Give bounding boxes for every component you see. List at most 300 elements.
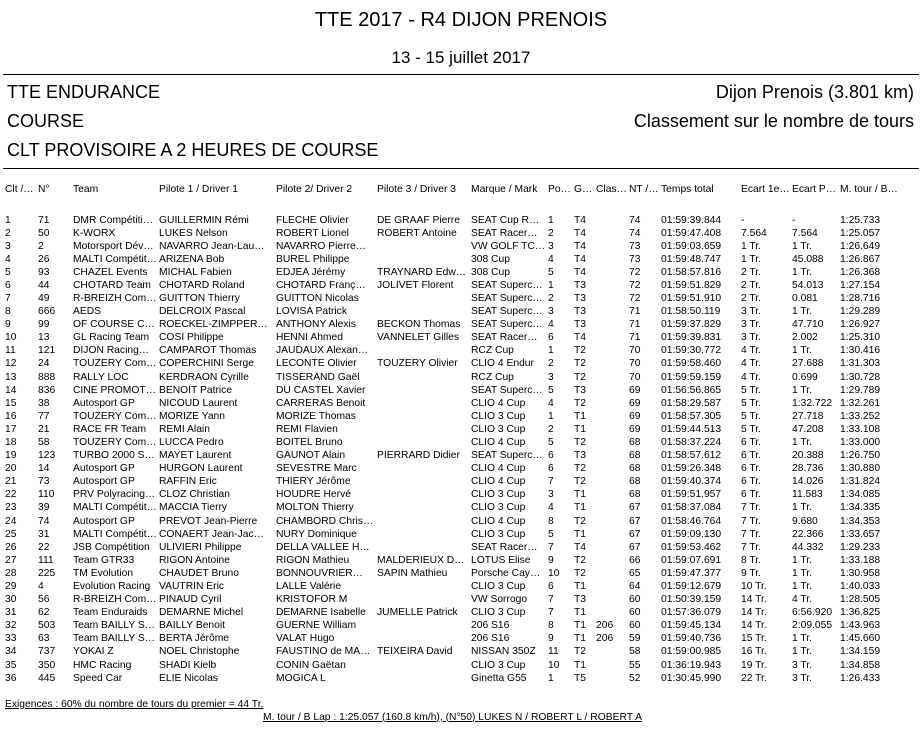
cell-number: 22: [38, 541, 50, 553]
table-row: [0, 305, 922, 318]
cell-position: 28: [5, 567, 17, 579]
cell-gap-previous: 28.736: [792, 463, 824, 475]
cell-laps: 69: [629, 397, 641, 409]
cell-position: 12: [5, 358, 17, 370]
cell-make: SEAT Superc…: [471, 319, 543, 331]
cell-number: 74: [38, 515, 50, 527]
cell-position: 32: [5, 620, 17, 632]
cell-number: 13: [38, 332, 50, 344]
cell-driver-1: RAFFIN Eric: [159, 476, 217, 488]
cell-position: 2: [5, 227, 11, 239]
cell-driver-2: HENNI Ahmed: [276, 332, 343, 344]
cell-best-lap: 1:34.858: [840, 659, 881, 671]
cell-group: T4: [574, 227, 587, 239]
table-row: [0, 384, 922, 397]
cell-driver-1: NOEL Christophe: [159, 646, 240, 658]
cell-driver-1: LUKES Nelson: [159, 227, 228, 239]
cell-laps: 70: [629, 358, 641, 370]
cell-gap-previous: 2:09.055: [792, 620, 833, 632]
cell-make: SEAT Racer…: [471, 227, 538, 239]
table-row: [0, 227, 922, 240]
cell-gap-first: 14 Tr.: [741, 620, 767, 632]
cell-class-position: 4: [548, 397, 554, 409]
cell-driver-2: THIERY Jérôme: [276, 476, 351, 488]
cell-group: T4: [574, 541, 587, 553]
cell-number: 445: [38, 672, 56, 684]
cell-driver-2: JAUDAUX Alexan…: [276, 345, 369, 357]
cell-total-time: 01:59:47.377: [661, 567, 722, 579]
table-row: [0, 240, 922, 253]
cell-gap-first: 4 Tr.: [741, 371, 762, 383]
cell-gap-previous: 1 Tr.: [792, 581, 813, 593]
cell-driver-3: ROBERT Antoine: [377, 227, 457, 239]
cell-group: T2: [574, 646, 587, 658]
cell-team: Team BAILLY S…: [73, 633, 156, 645]
column-header-laps: NT /…: [629, 183, 659, 195]
cell-make: CLIO 3 Cup: [471, 502, 526, 514]
cell-number: 58: [38, 437, 50, 449]
series-name: TTE ENDURANCE: [7, 82, 161, 102]
cell-make: SEAT Superc…: [471, 384, 543, 396]
cell-driver-1: BENOIT Patrice: [159, 384, 233, 396]
cell-driver-2: GAUNOT Alain: [276, 450, 346, 462]
cell-number: 56: [38, 594, 50, 606]
cell-laps: 70: [629, 371, 641, 383]
cell-class-position: 10: [548, 567, 560, 579]
cell-laps: 60: [629, 620, 641, 632]
cell-gap-first: 16 Tr.: [741, 646, 767, 658]
cell-gap-previous: 1 Tr.: [792, 633, 813, 645]
cell-driver-2: ROBERT Lionel: [276, 227, 349, 239]
column-header-best-lap: M. tour / B…: [840, 183, 898, 195]
cell-class-position: 9: [548, 633, 554, 645]
cell-driver-2: TISSERAND Gaël: [276, 371, 360, 383]
cell-team: TM Evolution: [73, 567, 134, 579]
cell-number: 111: [38, 554, 54, 566]
cell-position: 20: [5, 463, 17, 475]
cell-driver-3: SAPIN Mathieu: [377, 567, 448, 579]
cell-driver-1: COSI Philippe: [159, 332, 224, 344]
cell-total-time: 01:58:57.816: [661, 266, 722, 278]
cell-gap-previous: 1 Tr.: [792, 240, 813, 252]
cell-driver-1: MORIZE Yann: [159, 410, 225, 422]
cell-best-lap: 1:33.000: [840, 437, 881, 449]
cell-class-position: 2: [548, 423, 554, 435]
cell-total-time: 01:59:09.130: [661, 528, 722, 540]
cell-total-time: 01:59:12.679: [661, 581, 722, 593]
cell-gap-first: 6 Tr.: [741, 476, 762, 488]
cell-group: T4: [574, 214, 587, 226]
cell-driver-2: MOGICA L: [276, 672, 326, 684]
cell-laps: 52: [629, 672, 641, 684]
cell-position: 23: [5, 502, 17, 514]
cell-number: 737: [38, 646, 56, 658]
cell-class-position: 7: [548, 476, 554, 488]
cell-number: 62: [38, 607, 50, 619]
circuit-name: Dijon Prenois (3.801 km): [715, 82, 914, 102]
cell-group: T2: [574, 567, 587, 579]
cell-total-time: 01:59:03.659: [661, 240, 722, 252]
cell-class-position: 2: [548, 293, 554, 305]
cell-team: Autosport GP: [73, 397, 135, 409]
cell-total-time: 01:57:36.079: [661, 607, 722, 619]
cell-gap-first: 5 Tr.: [741, 384, 762, 396]
table-row: [0, 410, 922, 423]
table-row: [0, 632, 922, 645]
cell-group: T3: [574, 450, 587, 462]
cell-total-time: 01:59:00.985: [661, 646, 722, 658]
cell-number: 26: [38, 253, 50, 265]
cell-gap-first: 7 Tr.: [741, 515, 762, 527]
cell-position: 4: [5, 253, 11, 265]
cell-driver-3: TOUZERY Olivier: [377, 358, 458, 370]
cell-group: T2: [574, 476, 587, 488]
column-header-class-position: Po…: [548, 183, 571, 195]
cell-driver-2: NAVARRO Pierre…: [276, 240, 367, 252]
column-header-position: Clt /…: [5, 183, 34, 195]
cell-laps: 64: [629, 581, 641, 593]
cell-make: SEAT Superc…: [471, 306, 543, 318]
cell-total-time: 01:59:30.772: [661, 345, 722, 357]
cell-gap-first: 3 Tr.: [741, 306, 762, 318]
table-row: [0, 619, 922, 632]
cell-position: 5: [5, 266, 11, 278]
table-row: [0, 541, 922, 554]
cell-gap-previous: 45.088: [792, 253, 824, 265]
cell-team: Autosport GP: [73, 476, 135, 488]
cell-total-time: 01:36:19.943: [661, 659, 722, 671]
ranking-basis: Classement sur le nombre de tours: [633, 111, 914, 131]
cell-gap-first: 6 Tr.: [741, 437, 762, 449]
cell-best-lap: 1:40.033: [840, 581, 881, 593]
cell-team: JSB Compétition: [73, 541, 150, 553]
cell-make: 308 Cup: [471, 266, 510, 278]
cell-best-lap: 1:33.108: [840, 423, 881, 435]
cell-team: Team Enduraids: [73, 607, 148, 619]
cell-class-position: 7: [548, 541, 554, 553]
cell-total-time: 01:59:58.460: [661, 358, 722, 370]
cell-make: CLIO 4 Cup: [471, 437, 526, 449]
cell-driver-1: PREVOT Jean-Pierre: [159, 515, 258, 527]
cell-position: 26: [5, 541, 17, 553]
column-header-make: Marque / Mark: [471, 183, 538, 195]
cell-driver-1: CHOTARD Roland: [159, 279, 245, 291]
cell-driver-1: GUILLERMIN Rémi: [159, 214, 249, 226]
cell-team: Team GTR33: [73, 554, 135, 566]
cell-best-lap: 1:25.310: [840, 332, 881, 344]
cell-position: 10: [5, 332, 17, 344]
cell-total-time: 01:59:37.829: [661, 319, 722, 331]
cell-gap-first: 19 Tr.: [741, 659, 767, 671]
cell-gap-first: 4 Tr.: [741, 358, 762, 370]
cell-gap-previous: 27.718: [792, 410, 824, 422]
cell-make: CLIO 4 Cup: [471, 397, 526, 409]
cell-make: CLIO 4 Cup: [471, 463, 526, 475]
cell-make: Ginetta G55: [471, 672, 527, 684]
cell-total-time: 01:59:40.374: [661, 476, 722, 488]
cell-best-lap: 1:43.963: [840, 620, 881, 632]
cell-group: T1: [574, 633, 587, 645]
cell-driver-1: CLOZ Christian: [159, 489, 230, 501]
cell-driver-2: DELLA VALLEE H…: [276, 541, 370, 553]
cell-gap-first: -: [741, 214, 745, 226]
cell-driver-2: DU CASTEL Xavier: [276, 384, 366, 396]
cell-group: T1: [574, 659, 587, 671]
table-row: [0, 344, 922, 357]
cell-number: 123: [38, 450, 56, 462]
cell-laps: 66: [629, 554, 641, 566]
cell-class-position: 4: [548, 502, 554, 514]
cell-gap-first: 6 Tr.: [741, 450, 762, 462]
cell-group: T4: [574, 253, 587, 265]
cell-driver-2: NURY Dominique: [276, 528, 357, 540]
cell-position: 13: [5, 371, 17, 383]
cell-team: R-BREIZH Com…: [73, 293, 157, 305]
cell-team: Speed Car: [73, 672, 123, 684]
cell-position: 31: [5, 607, 17, 619]
cell-gap-first: 3 Tr.: [741, 332, 762, 344]
cell-number: 225: [38, 567, 56, 579]
cell-group: T4: [574, 266, 587, 278]
table-row: [0, 331, 922, 344]
cell-best-lap: 1:26.750: [840, 450, 881, 462]
cell-group: T1: [574, 502, 587, 514]
cell-laps: 72: [629, 279, 641, 291]
cell-driver-2: CHOTARD Franç…: [276, 279, 366, 291]
cell-total-time: 01:59:51.957: [661, 489, 722, 501]
cell-number: 836: [38, 384, 56, 396]
table-row: [0, 253, 922, 266]
cell-laps: 58: [629, 646, 641, 658]
cell-gap-first: 22 Tr.: [741, 672, 767, 684]
cell-gap-first: 5 Tr.: [741, 397, 762, 409]
cell-best-lap: 1:45.660: [840, 633, 881, 645]
cell-driver-3: VANNELET Gilles: [377, 332, 460, 344]
cell-gap-previous: 1 Tr.: [792, 306, 813, 318]
lap-requirement-note: Exigences : 60% du nombre de tours du premier = 44 Tr.: [5, 698, 264, 710]
cell-best-lap: 1:29.289: [840, 306, 881, 318]
cell-class-position: 3: [548, 371, 554, 383]
cell-number: 38: [38, 397, 50, 409]
cell-gap-first: 2 Tr.: [741, 279, 762, 291]
cell-position: 7: [5, 293, 11, 305]
cell-group: T1: [574, 489, 587, 501]
cell-laps: 69: [629, 410, 641, 422]
cell-laps: 70: [629, 345, 641, 357]
cell-total-time: 01:58:46.764: [661, 515, 722, 527]
cell-group: T4: [574, 332, 587, 344]
cell-driver-2: BUREL Philippe: [276, 253, 350, 265]
cell-make: CLIO 4 Cup: [471, 476, 526, 488]
cell-make: Porsche Cay…: [471, 567, 541, 579]
cell-driver-1: CHAUDET Bruno: [159, 567, 239, 579]
cell-make: NISSAN 350Z: [471, 646, 536, 658]
cell-group: T5: [574, 672, 587, 684]
cell-total-time: 01:58:57.612: [661, 450, 722, 462]
cell-number: 21: [38, 423, 50, 435]
cell-position: 9: [5, 319, 11, 331]
column-header-number: N°: [38, 183, 50, 195]
table-row: [0, 214, 922, 227]
cell-gap-first: 10 Tr.: [741, 581, 767, 593]
cell-number: 77: [38, 410, 50, 422]
cell-best-lap: 1:26.649: [840, 240, 881, 252]
cell-position: 15: [5, 397, 17, 409]
cell-gap-previous: 27.688: [792, 358, 824, 370]
cell-laps: 59: [629, 633, 641, 645]
cell-team: Evolution Racing: [73, 581, 151, 593]
cell-position: 35: [5, 659, 17, 671]
cell-team: MALTI Compétit…: [73, 253, 157, 265]
cell-team: CINE PROMOT…: [73, 384, 156, 396]
cell-driver-1: CONAERT Jean-Jac…: [159, 528, 264, 540]
cell-driver-2: BONNOUVRIER…: [276, 567, 363, 579]
cell-gap-previous: 54.013: [792, 279, 824, 291]
cell-gap-first: 2 Tr.: [741, 266, 762, 278]
cell-class-position: 6: [548, 450, 554, 462]
cell-team: MALTI Compétit…: [73, 528, 157, 540]
cell-number: 14: [38, 463, 50, 475]
cell-gap-previous: 7.564: [792, 227, 818, 239]
cell-gap-first: 7 Tr.: [741, 528, 762, 540]
cell-team: OF COURSE C…: [73, 319, 155, 331]
cell-make: RCZ Cup: [471, 345, 514, 357]
cell-team: R-BREIZH Com…: [73, 594, 157, 606]
cell-total-time: 01:56:56.865: [661, 384, 722, 396]
cell-laps: 71: [629, 319, 641, 331]
cell-gap-previous: 47.710: [792, 319, 824, 331]
table-row: [0, 645, 922, 658]
cell-number: 73: [38, 476, 50, 488]
cell-total-time: 01:59:39.844: [661, 214, 722, 226]
cell-group: T1: [574, 581, 587, 593]
cell-class-position: 3: [548, 240, 554, 252]
cell-driver-3: DE GRAAF Pierre: [377, 214, 460, 226]
cell-gap-first: 7 Tr.: [741, 541, 762, 553]
cell-laps: 74: [629, 214, 641, 226]
cell-best-lap: 1:26.433: [840, 672, 881, 684]
cell-make: CLIO 3 Cup: [471, 581, 526, 593]
cell-position: 8: [5, 306, 11, 318]
cell-best-lap: 1:29.789: [840, 384, 881, 396]
cell-team: Autosport GP: [73, 463, 135, 475]
cell-team: K-WORX: [73, 227, 116, 239]
table-row: [0, 436, 922, 449]
cell-driver-2: LECONTE Olivier: [276, 358, 357, 370]
cell-total-time: 01:59:07.691: [661, 554, 722, 566]
cell-laps: 68: [629, 463, 641, 475]
cell-make: SEAT Superc…: [471, 279, 543, 291]
cell-driver-2: ANTHONY Alexis: [276, 319, 356, 331]
cell-gap-previous: 4 Tr.: [792, 594, 813, 606]
table-row: [0, 266, 922, 279]
cell-total-time: 01:59:40.736: [661, 633, 722, 645]
cell-class-position: 6: [548, 581, 554, 593]
cell-driver-2: GUITTON Nicolas: [276, 293, 359, 305]
cell-group: T1: [574, 410, 587, 422]
cell-gap-first: 6 Tr.: [741, 463, 762, 475]
cell-team: RALLY LOC: [73, 371, 129, 383]
cell-number: 24: [38, 358, 50, 370]
cell-driver-1: SHADI Kielb: [159, 659, 217, 671]
cell-make: CLIO 4 Cup: [471, 515, 526, 527]
table-row: [0, 606, 922, 619]
cell-driver-2: CHAMBORD Chris…: [276, 515, 374, 527]
cell-laps: 74: [629, 227, 641, 239]
cell-driver-1: ULIVIERI Philippe: [159, 541, 242, 553]
cell-number: 71: [38, 214, 50, 226]
cell-team: Autosport GP: [73, 515, 135, 527]
cell-total-time: 01:59:51.829: [661, 279, 722, 291]
cell-group: T2: [574, 515, 587, 527]
cell-position: 6: [5, 279, 11, 291]
table-row: [0, 567, 922, 580]
best-lap-note: M. tour / B Lap : 1:25.057 (160.8 km/h), (N°50) LUKES N / ROBERT L / ROBERT A: [263, 711, 642, 723]
cell-laps: 60: [629, 607, 641, 619]
cell-driver-2: CARRERAS Benoit: [276, 397, 366, 409]
cell-total-time: 01:59:44.513: [661, 423, 722, 435]
cell-group: T3: [574, 293, 587, 305]
cell-driver-1: MICHAL Fabien: [159, 266, 232, 278]
cell-team: TOUZERY Com…: [73, 358, 157, 370]
cell-best-lap: 1:36.825: [840, 607, 881, 619]
cell-number: 2: [38, 240, 44, 252]
cell-make: CLIO 4 Endur: [471, 358, 534, 370]
page-title: TTE 2017 - R4 DIJON PRENOIS: [314, 9, 608, 31]
cell-best-lap: 1:25.057: [840, 227, 881, 239]
cell-best-lap: 1:30.880: [840, 463, 881, 475]
cell-group: T1: [574, 620, 587, 632]
table-row: [0, 593, 922, 606]
cell-class-position: 1: [548, 410, 554, 422]
cell-gap-previous: 1 Tr.: [792, 567, 813, 579]
cell-team: TOUZERY Com…: [73, 437, 157, 449]
cell-group: T1: [574, 528, 587, 540]
cell-laps: 55: [629, 659, 641, 671]
cell-class-position: 4: [548, 319, 554, 331]
cell-number: 31: [38, 528, 50, 540]
cell-driver-1: MACCIA Tierry: [159, 502, 228, 514]
cell-make: CLIO 3 Cup: [471, 528, 526, 540]
cell-total-time: 01:58:57.305: [661, 410, 722, 422]
cell-gap-previous: 0.081: [792, 293, 818, 305]
table-row: [0, 528, 922, 541]
cell-driver-3: BECKON Thomas: [377, 319, 461, 331]
cell-driver-1: MAYET Laurent: [159, 450, 232, 462]
column-header-team: Team: [73, 183, 99, 195]
cell-group: T2: [574, 358, 587, 370]
cell-team: CHOTARD Team: [73, 279, 152, 291]
cell-class-position: 1: [548, 214, 554, 226]
cell-driver-3: JOLIVET Florent: [377, 279, 454, 291]
cell-position: 17: [5, 423, 17, 435]
cell-driver-2: FLECHE Olivier: [276, 214, 349, 226]
cell-number: 4: [38, 581, 44, 593]
cell-class-position: 2: [548, 227, 554, 239]
cell-class-position: 5: [548, 266, 554, 278]
cell-number: 44: [38, 279, 50, 291]
cell-driver-1: GUITTON Thierry: [159, 293, 240, 305]
cell-driver-1: COPERCHINI Serge: [159, 358, 254, 370]
cell-position: 19: [5, 450, 17, 462]
cell-make: VW GOLF TC…: [471, 240, 546, 252]
cell-best-lap: 1:26.867: [840, 253, 881, 265]
cell-make: CLIO 3 Cup: [471, 410, 526, 422]
cell-driver-2: BOITEL Bruno: [276, 437, 343, 449]
cell-total-time: 01:59:51.910: [661, 293, 722, 305]
cell-best-lap: 1:33.657: [840, 528, 881, 540]
cell-gap-first: 5 Tr.: [741, 423, 762, 435]
